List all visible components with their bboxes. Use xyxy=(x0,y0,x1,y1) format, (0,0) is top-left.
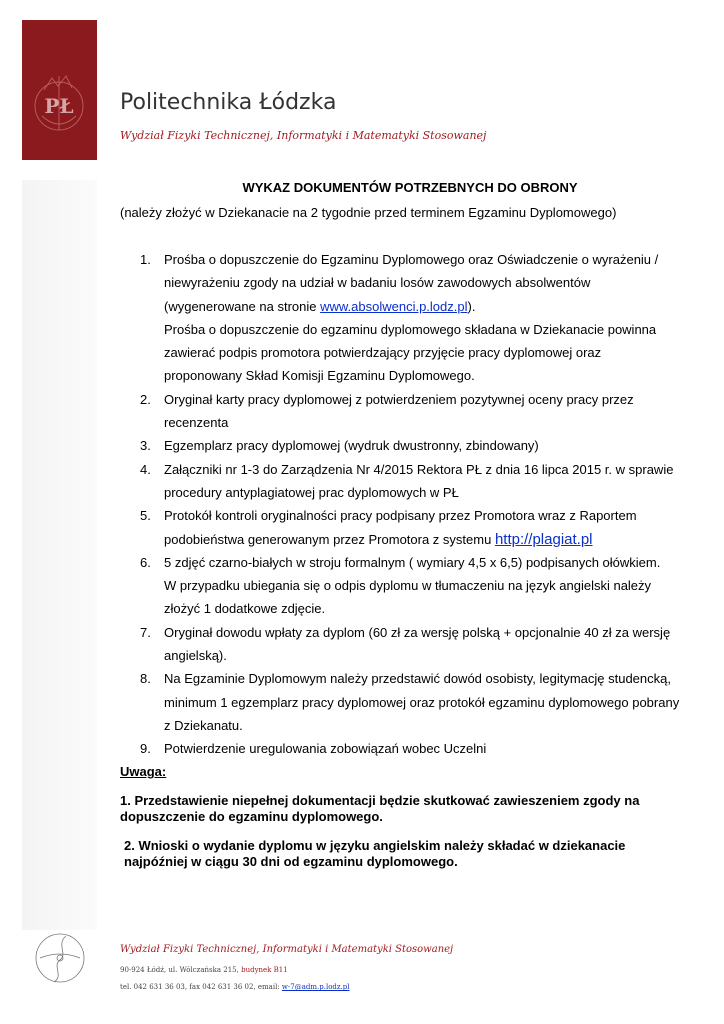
university-name: Politechnika Łódzka xyxy=(120,90,337,115)
item-text: Oryginał karty pracy dyplomowej z potwierdzeniem pozytywnej oceny pracy przez xyxy=(164,391,634,407)
item-text: angielską). xyxy=(164,648,227,664)
item-text: proponowany Skład Komisji Egzaminu Dyplomowego. xyxy=(164,368,475,384)
item-text: Potwierdzenie uregulowania zobowiązań wobec Uczelni xyxy=(164,741,487,757)
list-item xyxy=(140,248,710,388)
note-text: najpóźniej w ciągu 30 dni od egzaminu dyplomowego. xyxy=(124,854,458,869)
logo-letters: PŁ xyxy=(44,94,74,118)
required-documents-list xyxy=(140,248,710,761)
item-text: niewyrażeniu zgody na udział w badaniu losów zawodowych absolwentów xyxy=(164,275,591,291)
item-text: W przypadku ubiegania się o odpis dyplomu w tłumaczeniu na język angielski należy xyxy=(164,578,652,594)
footer-faculty-name: Wydział Fizyki Technicznej, Informatyki i Matematyki Stosowanej xyxy=(120,944,454,955)
item-text: Egzemplarz pracy dyplomowej (wydruk dwustronny, zbindowany) xyxy=(164,438,539,454)
item-text-with-link xyxy=(164,295,710,318)
note-2 xyxy=(124,838,704,870)
item-text: Prośba o dopuszczenie do Egzaminu Dyplomowego oraz Oświadczenie o wyrażeniu / xyxy=(164,252,659,267)
item-text: minimum 1 egzemplarz pracy dyplomowej oraz protokół egzaminu dyplomowego pobrany xyxy=(164,694,680,710)
absolwenci-link[interactable]: www.absolwenci.p.lodz.pl xyxy=(320,298,468,314)
building-text: budynek B11 xyxy=(241,966,288,974)
item-text: Prośba o dopuszczenie do egzaminu dyplomowego składana w Dziekanacie powinna xyxy=(164,321,657,337)
university-logo xyxy=(22,20,97,160)
item-number: 1. xyxy=(140,252,151,267)
email-link[interactable]: w-7@adm.p.lodz.pl xyxy=(281,983,350,991)
item-text: 5 zdjęć czarno-białych w stroju formalnym ( wymiary 4,5 x 6,5) podpisanych ołówkiem. xyxy=(164,554,661,570)
item-text: Na Egzaminie Dyplomowym należy przedstawić dowód osobisty, legitymację studencką, xyxy=(164,671,671,687)
note-text: dopuszczenie do egzaminu dyplomowego. xyxy=(120,809,383,824)
university-emblem-icon xyxy=(22,20,97,160)
note-text: 2. Wnioski o wydanie dyplomu w języku angielskim należy składać w dziekanacie xyxy=(124,838,626,853)
plagiat-link[interactable]: http://plagiat.pl xyxy=(494,530,593,548)
item-number: 9. xyxy=(140,741,151,757)
contact-text: tel. 042 631 36 03, fax 042 631 36 02, email: xyxy=(120,983,282,991)
item-text: Załączniki nr 1-3 do Zarządzenia Nr 4/2015 Rektora PŁ z dnia 16 lipca 2015 r. w sprawie xyxy=(164,461,674,477)
link-prefix: (wygenerowane na stronie xyxy=(164,298,321,314)
item-number: 6. xyxy=(140,554,151,570)
note-heading: Uwaga: xyxy=(120,764,167,779)
item-text: złożyć 1 dodatkowe zdjęcie. xyxy=(164,601,326,617)
item-number: 2. xyxy=(140,391,151,407)
footer-address xyxy=(120,966,288,974)
item-text: recenzenta xyxy=(164,415,229,431)
list-item xyxy=(140,434,710,457)
faculty-emblem-icon xyxy=(32,928,92,988)
decorative-side-strip xyxy=(22,180,97,930)
item-number: 8. xyxy=(140,671,151,687)
list-item xyxy=(140,621,710,668)
item-text: Protokół kontroli oryginalności pracy podpisany przez Promotora wraz z Raportem xyxy=(164,508,637,524)
item-text: Oryginał dowodu wpłaty za dyplom (60 zł za wersję polską + opcjonalnie 40 zł za wersję xyxy=(164,624,671,640)
list-item xyxy=(140,551,710,621)
address-text: 90-924 Łódź, ul. Wólczańska 215, xyxy=(120,966,239,974)
item-number: 7. xyxy=(140,624,151,640)
document-subtitle: (należy złożyć w Dziekanacie na 2 tygodnie przed terminem Egzaminu Dyplomowego) xyxy=(120,205,617,220)
item-text-with-link xyxy=(164,528,710,551)
item-text: z Dziekanatu. xyxy=(164,717,243,733)
document-title: WYKAZ DOKUMENTÓW POTRZEBNYCH DO OBRONY xyxy=(242,180,578,195)
footer-contact xyxy=(120,983,350,991)
list-item xyxy=(140,667,710,737)
list-item xyxy=(140,737,710,760)
item-text: zawierać podpis promotora potwierdzający przyjęcie pracy dyplomowej oraz xyxy=(164,345,602,361)
link-prefix: podobieństwa generowanym przez Promotora z systemu xyxy=(164,531,495,547)
list-item xyxy=(140,504,710,551)
list-item xyxy=(140,458,710,505)
faculty-name: Wydział Fizyki Technicznej, Informatyki i Matematyki Stosowanej xyxy=(120,129,487,142)
list-item xyxy=(140,388,710,435)
item-number: 4. xyxy=(140,461,151,477)
item-number: 3. xyxy=(140,438,151,454)
note-1 xyxy=(120,793,700,825)
note-text: 1. Przedstawienie niepełnej dokumentacji będzie skutkować zawieszeniem zgody na xyxy=(120,793,640,808)
item-number: 5. xyxy=(140,508,151,524)
link-suffix: ). xyxy=(467,298,476,314)
item-text: procedury antyplagiatowej prac dyplomowych w PŁ xyxy=(164,484,459,500)
